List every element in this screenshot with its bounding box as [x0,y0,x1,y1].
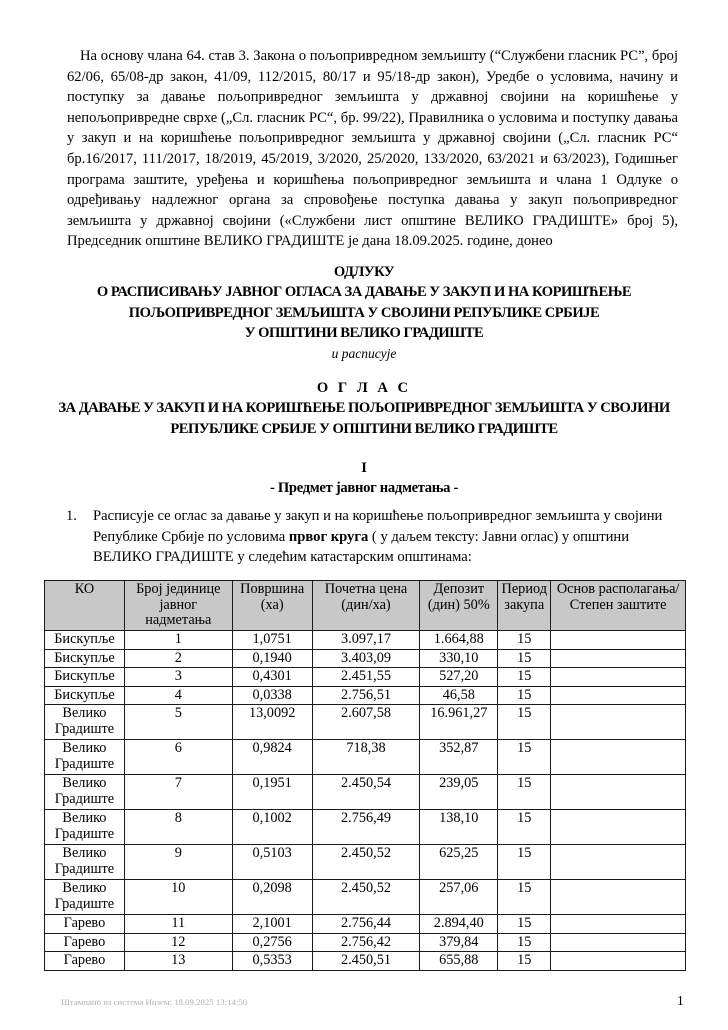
cell-col-lease-period: 15 [498,631,551,650]
cell-col-start-price: 2.607,58 [312,705,420,740]
cell-col-ko: Гарево [45,915,125,934]
cell-col-basis [551,705,686,740]
cell-col-basis [551,880,686,915]
intro-paragraph [67,46,678,252]
table-row [45,880,686,915]
decision-subline: и расписује [331,345,397,361]
cell-col-unit-number: 13 [124,952,232,971]
cell-col-start-price: 2.451,55 [312,668,420,687]
cell-col-start-price: 2.450,52 [312,880,420,915]
cell-col-ko: Велико Градиште [45,740,125,775]
page-number: 1 [677,993,684,1008]
table-header-row [45,581,686,631]
cell-col-lease-period: 15 [498,705,551,740]
section-heading [40,458,688,499]
table-row [45,810,686,845]
cell-col-unit-number: 9 [124,845,232,880]
cell-col-area: 0,2756 [232,933,312,952]
cell-col-unit-number: 11 [124,915,232,934]
decision-line-3: У ОПШТИНИ ВЕЛИКО ГРАДИШТЕ [244,325,484,342]
cell-col-ko: Велико Градиште [45,845,125,880]
cell-col-lease-period: 15 [498,686,551,705]
cell-col-lease-period: 15 [498,668,551,687]
cell-col-area: 0,1002 [232,810,312,845]
ad-title: О Г Л А С [316,380,412,396]
cell-col-basis [551,740,686,775]
cell-col-area: 0,2098 [232,880,312,915]
cell-col-area: 2,1001 [232,915,312,934]
cell-col-start-price: 2.450,52 [312,845,420,880]
item-text-before: Расписује се оглас за давање у закуп и на коришћење пољопривредног земљишта у својини Републике Србије по условима [93,508,663,545]
decision-line-2: ПОЉОПРИВРЕДНОГ ЗЕМЉИШТА У СВОЈИНИ РЕПУБЛИКЕ СРБИЈЕ [128,304,600,321]
cell-col-lease-period: 15 [498,952,551,971]
section-numeral: I [361,460,367,476]
table-row [45,668,686,687]
cell-col-basis [551,631,686,650]
item-text-bold: првог круга [288,528,369,545]
header-col-area: Површина (ха) [232,581,312,631]
cell-col-unit-number: 8 [124,810,232,845]
table-row [45,775,686,810]
cell-col-start-price: 2.756,51 [312,686,420,705]
ad-line-1: ЗА ДАВАЊЕ У ЗАКУП И НА КОРИШЋЕЊЕ ПОЉОПРИВРЕДНОГ ЗЕМЉИШТА У СВОЈИНИ [58,400,670,417]
table-body [45,631,686,971]
list-item-number: 1. [66,508,77,524]
cell-col-start-price: 2.756,49 [312,810,420,845]
cell-col-ko: Велико Градиште [45,705,125,740]
cell-col-start-price: 718,38 [312,740,420,775]
cell-col-unit-number: 1 [124,631,232,650]
header-col-basis: Основ располагања/Степен заштите [551,581,686,631]
cell-col-lease-period: 15 [498,845,551,880]
table-row [45,915,686,934]
cell-col-lease-period: 15 [498,933,551,952]
cell-col-area: 0,9824 [232,740,312,775]
cell-col-deposit: 1.664,88 [420,631,498,650]
cell-col-ko: Бискупље [45,668,125,687]
cell-col-lease-period: 15 [498,880,551,915]
cell-col-basis [551,668,686,687]
header-col-lease-period: Период закупа [498,581,551,631]
cell-col-area: 0,1951 [232,775,312,810]
table-row [45,740,686,775]
cell-col-unit-number: 2 [124,649,232,668]
cell-col-start-price: 2.756,42 [312,933,420,952]
header-col-start-price: Почетна цена (дин/ха) [312,581,420,631]
cell-col-deposit: 257,06 [420,880,498,915]
cell-col-area: 0,4301 [232,668,312,687]
intro-text: На основу члана 64. став 3. Закона о пољопривредном земљишту (“Службени гласник РС”, број 62/06, 65/08-др закон, 41/09, 112/2015, 80/17 и 95/18-др закон), Уредбе о условима, начину и поступку за давање пољопривредног земљишта у државној својини на коришћење у непољопривредне сврхе („Сл. гласник РС“, бр. 99/22), Правилника о условима и поступку давања у закуп и на коришћење пољопривредног земљишта у државној својини („Сл. гласник РС“ бр.16/2017, 111/2017, 18/2019, 45/2019, 3/2020, 25/2020, 133/2020, 63/2021 и 63/2023), Годишњег програма заштите, уређења и коришћења пољопривредног земљишта и члана 1 Одлуке о одређивању надлежног органа за спровођење поступка давања у закуп пољопривредног земљишта у државној својини («Службени лист општине ВЕЛИКО ГРАДИШТЕ» број 5), Председник општине ВЕЛИКО ГРАДИШТЕ је дана 18.09.2025. године, донео [67,48,678,250]
cell-col-ko: Гарево [45,933,125,952]
ad-line-2: РЕПУБЛИКЕ СРБИЈЕ У ОПШТИНИ ВЕЛИКО ГРАДИШТЕ [170,420,558,437]
cell-col-unit-number: 12 [124,933,232,952]
cell-col-ko: Бискупље [45,649,125,668]
table-row [45,845,686,880]
cell-col-basis [551,845,686,880]
cell-col-start-price: 3.097,17 [312,631,420,650]
cell-col-area: 0,5353 [232,952,312,971]
cell-col-unit-number: 7 [124,775,232,810]
cell-col-deposit: 379,84 [420,933,498,952]
cell-col-unit-number: 5 [124,705,232,740]
cell-col-deposit: 527,20 [420,668,498,687]
cell-col-basis [551,649,686,668]
print-footer: Штампано из система Инзем: 18.09.2025 13:14:50 [61,997,248,1007]
cell-col-area: 1,0751 [232,631,312,650]
cell-col-deposit: 16.961,27 [420,705,498,740]
cell-col-deposit: 138,10 [420,810,498,845]
decision-heading [40,262,688,364]
decision-title: ОДЛУКУ [333,264,395,280]
cell-col-ko: Гарево [45,952,125,971]
cell-col-basis [551,775,686,810]
cell-col-basis [551,686,686,705]
header-col-deposit: Депозит (дин) 50% [420,581,498,631]
table-row [45,933,686,952]
item-text-after: ( у даљем тексту: Јавни оглас) у општини ВЕЛИКО ГРАДИШТЕ у следећим катастарским општинама: [93,528,630,566]
cell-col-deposit: 2.894,40 [420,915,498,934]
cell-col-lease-period: 15 [498,915,551,934]
section-title: - Предмет јавног надметања - [269,480,459,497]
table-row [45,631,686,650]
cell-col-basis [551,810,686,845]
table-row [45,705,686,740]
cell-col-deposit: 330,10 [420,649,498,668]
cell-col-ko: Велико Градиште [45,880,125,915]
cell-col-start-price: 3.403,09 [312,649,420,668]
cell-col-unit-number: 3 [124,668,232,687]
table-row [45,952,686,971]
cell-col-ko: Велико Градиште [45,810,125,845]
cell-col-basis [551,952,686,971]
cell-col-deposit: 352,87 [420,740,498,775]
list-item-text [93,506,686,568]
cell-col-ko: Бискупље [45,631,125,650]
cell-col-area: 13,0092 [232,705,312,740]
cell-col-deposit: 655,88 [420,952,498,971]
header-col-unit-number: Број јединице јавног надметања [124,581,232,631]
header-col-ko: КО [45,581,125,631]
ad-heading [40,378,688,439]
decision-line-1: О РАСПИСИВАЊУ ЈАВНОГ ОГЛАСА ЗА ДАВАЊЕ У ЗАКУП И НА КОРИШЋЕЊЕ [96,284,632,301]
list-item-1 [66,506,686,568]
cell-col-unit-number: 10 [124,880,232,915]
cell-col-deposit: 46,58 [420,686,498,705]
cell-col-start-price: 2.450,51 [312,952,420,971]
cell-col-unit-number: 4 [124,686,232,705]
cell-col-start-price: 2.756,44 [312,915,420,934]
cell-col-basis [551,933,686,952]
cell-col-area: 0,5103 [232,845,312,880]
cell-col-lease-period: 15 [498,810,551,845]
cell-col-lease-period: 15 [498,649,551,668]
cell-col-deposit: 625,25 [420,845,498,880]
cell-col-basis [551,915,686,934]
table-row [45,649,686,668]
cell-col-area: 0,0338 [232,686,312,705]
cell-col-lease-period: 15 [498,740,551,775]
cell-col-area: 0,1940 [232,649,312,668]
cell-col-start-price: 2.450,54 [312,775,420,810]
cell-col-ko: Велико Градиште [45,775,125,810]
cell-col-unit-number: 6 [124,740,232,775]
cell-col-lease-period: 15 [498,775,551,810]
cell-col-ko: Бискупље [45,686,125,705]
table-row [45,686,686,705]
cell-col-deposit: 239,05 [420,775,498,810]
lease-units-table [44,580,686,971]
